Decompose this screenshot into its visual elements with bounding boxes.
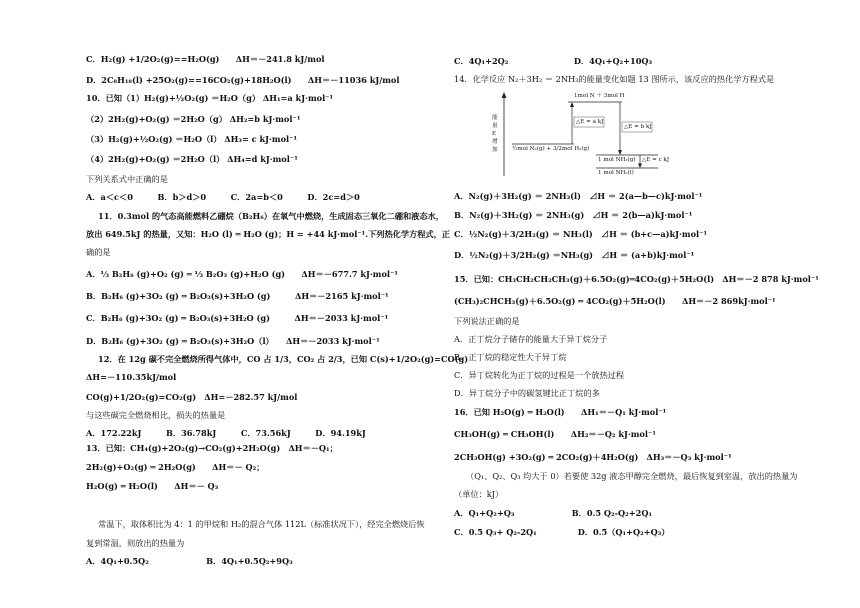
q9-option-d: D．2C₈H₁₈(l) +25O₂(g)==16CO₂(g)+18H₂O(l) ΔH＝－11036 kJ/mol	[86, 75, 400, 85]
q16-option-cd: C．0.5 Q₃+ Q₂-2Q₁ D．0.5（Q₁+Q₂+Q₃）	[454, 527, 670, 537]
q16-stem-3: 2CH₃OH(g) +3O₂(g) ═ 2CO₂(g)＋4H₂O(g) ΔH₃＝－Q₃ kJ·mol⁻¹	[454, 452, 732, 462]
q11-option-b: B．B₂H₆ (g)+3O₂ (g) ═ B₂O₃(s)+3H₂O (g) ΔH＝－2165 kJ·mol⁻¹	[86, 291, 389, 301]
level-nh3-liquid-label: 1 mol NH₃(l)	[598, 170, 634, 176]
level-atoms-label: 1mol N ＋ 3mol H	[574, 93, 625, 99]
q12-stem-2: ΔH=－110.35kJ/mol	[86, 372, 177, 382]
q13-stem-3: H₂O(g) ═ H₂O(l) ΔH＝－ Q₃	[86, 481, 219, 491]
q13-option-cd: C．4Q₁+2Q₂ D．4Q₁+Q₂+10Q₃	[454, 56, 653, 66]
energy-axis-label: 能量E增加	[492, 115, 498, 153]
q15-option-a: A．正丁烷分子储存的能量大于异丁烷分子	[454, 334, 608, 344]
q10-options: A．a＜c＜0 B．b＞d＞0 C．2a=b＜0 D．2c=d＞0	[86, 192, 360, 202]
q13-stem-5: 复到常温，则放出的热量为	[86, 538, 185, 548]
q15-prompt: 下列说法正确的是	[454, 316, 520, 326]
q12-stem-3: CO(g)+1/2O₂(g)=CO₂(g) ΔH=－282.57 kJ/mol	[86, 392, 298, 402]
energy-diagram	[492, 90, 670, 182]
q11-option-d: D．B₂H₆ (g)+3O₂ (g) ═ B₂O₃(s)+3H₂O（l） ΔH＝－2033 kJ·mol⁻¹	[86, 336, 380, 346]
q11-stem-1: 11．0.3mol 的气态高能燃料乙硼烷（B₂H₆）在氧气中燃烧，生成固态三氧化二硼和液态水，	[98, 211, 444, 221]
q13-option-ab: A．4Q₁+0.5Q₂ B．4Q₁+0.5Q₂+9Q₃	[86, 556, 293, 566]
q14-option-c: C．½N₂(g)＋3/2H₂(g) ＝ NH₃(l) ⊿H ＝ (b+c—a)kJ·mol⁻¹	[454, 229, 708, 239]
q9-option-c: C．H₂(g) +1/2O₂(g)==H₂O(g) ΔH＝－241.8 kJ/mol	[86, 54, 325, 64]
q14-option-a: A．N₂(g)＋3H₂(g) ＝ 2NH₃(l) ⊿H ＝ 2(a—b—c)kJ·mol⁻¹	[454, 191, 703, 201]
q10-prompt: 下列关系式中正确的是	[86, 174, 168, 184]
q13-stem-2: 2H₂(g)+O₂(g) ═ 2H₂O(g) ΔH＝－ Q₂；	[86, 462, 265, 472]
delta-e-a-label: △E = a kJ	[576, 119, 604, 125]
level-reactants-label: ½mol N₂(g) + 3/2mol H₂(g)	[512, 146, 590, 152]
q14-option-d: D．½N₂(g)＋3/2H₂(g) ＝NH₃(g) ⊿H ＝ (a+b)kJ·mol⁻¹	[454, 250, 695, 260]
q11-stem-3: 确的是	[86, 247, 111, 257]
q10-eq4: （4）2H₂(g)+O₂(g) ＝2H₂O（l） ΔH₄=d kJ·mol⁻¹	[86, 154, 298, 164]
q12-prompt: 与这些碳完全燃烧相比，损失的热量是	[86, 410, 226, 420]
q15-stem-2: (CH₃)₂CHCH₃(g)＋6.5O₂(g) ═ 4CO₂(g)＋5H₂O(l) ΔH＝－2 869kJ·mol⁻¹	[454, 296, 776, 306]
q13-stem-1: 13．已知：CH₄(g)+2O₂(g)→CO₂(g)+2H₂O(g) ΔH＝－Q₁；	[86, 443, 338, 453]
q16-stem-4: （Q₁、Q₂、Q₃ 均大于 0）若要使 32g 液态甲醇完全燃烧，最后恢复到室温，放出的热量为	[466, 471, 798, 481]
q11-option-c: C．B₂H₆ (g)+3O₂ (g) ═ B₂O₃(s)+3H₂O (g) ΔH＝－2033 kJ·mol⁻¹	[86, 313, 389, 323]
q10-eq3: （3）H₂(g)+½O₂(g) ＝H₂O（l） ΔH₃= c kJ·mol⁻¹	[86, 134, 298, 144]
q11-stem-2: 放出 649.5kJ 的热量，又知：H₂O (l) ═ H₂O (g)；H = +44 kJ·mol⁻¹.下列热化学方程式，正	[86, 229, 450, 239]
q10-stem: 10．已知（1）H₂(g)+½O₂(g) ＝H₂O（g） ΔH₁=a kJ·mol⁻¹	[86, 93, 334, 103]
q15-option-b: B．正丁烷的稳定性大于异丁烷	[454, 352, 567, 362]
q16-option-ab: A．Q₁+Q₂+Q₃ B．0.5 Q₂-Q₂+2Q₁	[454, 508, 653, 518]
q10-eq2: （2）2H₂(g)+O₂(g) ＝2H₂O（g） ΔH₂=b kJ·mol⁻¹	[86, 114, 301, 124]
q13-stem-4: 常温下，取体积比为 4：1 的甲烷和 H₂的混合气体 112L（标准状况下），经完全燃烧后恢	[98, 519, 425, 529]
q11-option-a: A．⅓ B₂H₆ (g)+O₂ (g) ═ ⅓ B₂O₃ (g)+H₂O (g) ΔH＝－677.7 kJ·mol⁻¹	[86, 269, 398, 279]
q16-unit: （单位：kJ）	[454, 489, 504, 499]
energy-diagram-svg	[492, 90, 660, 182]
q14-stem: 14．化学反应 N₂＋3H₂ ＝ 2NH₃的能量变化如题 13 图所示，该反应的热化学方程式是	[454, 74, 775, 84]
q14-option-b: B．N₂(g)＋3H₂(g) ＝ 2NH₃(g) ⊿H ＝ 2(b—a)kJ·mol⁻¹	[454, 210, 693, 220]
level-nh3-gas-label: 1 mol NH₃(g)	[598, 157, 636, 163]
delta-e-c-label: △E = c kJ	[642, 157, 670, 163]
delta-e-b-label: △E = b kJ	[624, 124, 652, 130]
q12-stem-1: 12．在 12g 碳不完全燃烧所得气体中，CO 占 1/3，CO₂ 占 2/3，已知 C(s)+1/2O₂(g)=CO(g)	[98, 354, 469, 364]
q16-stem-1: 16．已知 H₂O(g) ═ H₂O(l) ΔH₁＝－Q₁ kJ·mol⁻¹	[454, 407, 667, 417]
q15-option-d: D．异丁烷分子中的碳氢键比正丁烷的多	[454, 388, 600, 398]
q15-option-c: C．异丁烷转化为正丁烷的过程是一个放热过程	[454, 370, 625, 380]
q15-stem-1: 15．已知：CH₃CH₂CH₂CH₃(g)＋6.5O₂(g)═4CO₂(g)＋5H₂O(l) ΔH＝－2 878 kJ·mol⁻¹	[454, 274, 819, 284]
q16-stem-2: CH₃OH(g) ═ CH₃OH(l) ΔH₂＝－Q₂ kJ·mol⁻¹	[454, 429, 656, 439]
q12-options: A．172.22kJ B．36.78kJ C．73.56kJ D．94.19kJ	[86, 428, 366, 438]
